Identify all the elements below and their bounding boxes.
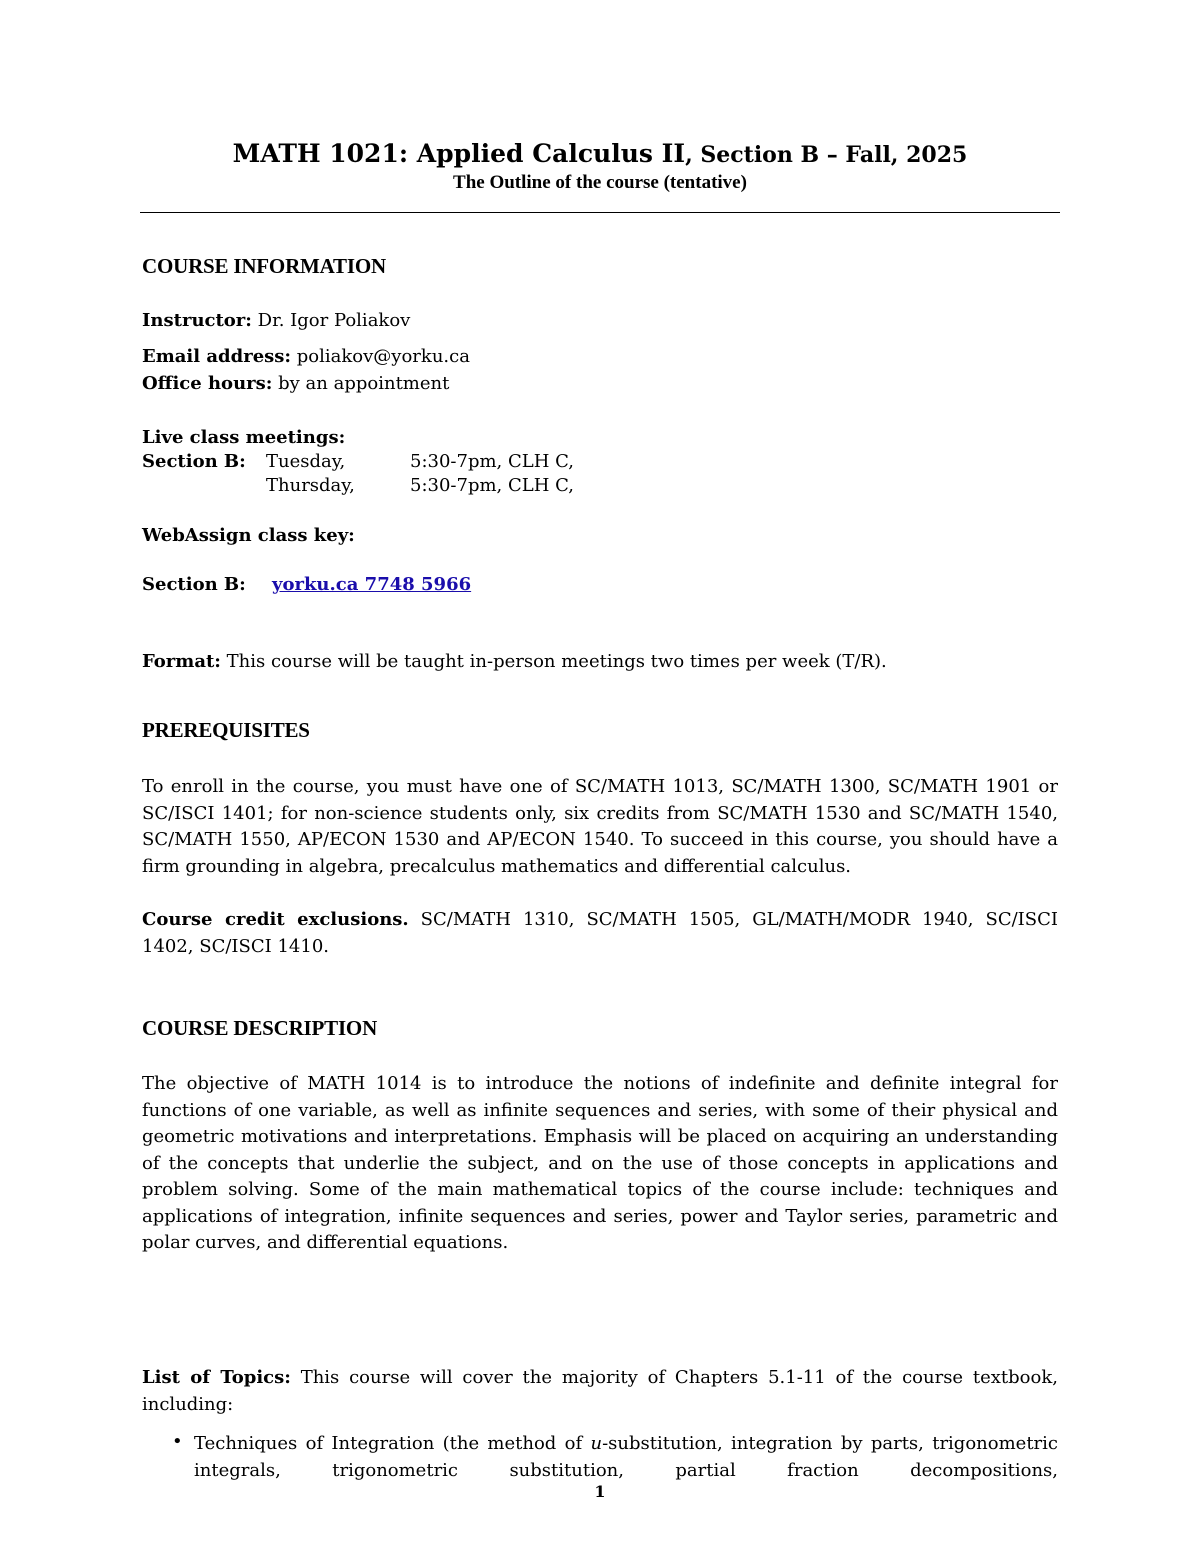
topic-item: Techniques of Integration (the method of u-substitution, integration by parts, trigonometric integrals, trigonometric substitution, partial fraction decompositions, [194,1433,1058,1481]
webassign-class-key-link[interactable]: yorku.ca 7748 5966 [272,574,472,595]
instructor-value: Dr. Igor Poliakov [251,310,411,331]
email-line [142,346,470,367]
webassign-label: WebAssign class key: [142,525,355,546]
course-title: MATH 1021: Applied Calculus II [232,139,686,168]
instructor-label: Instructor: [142,310,252,331]
exclusions-label: Course credit exclusions. [142,909,409,930]
meetings-section-label: Section B: [142,451,246,472]
meeting-day: Thursday, [266,475,355,496]
office-hours-value: by an appointment [272,373,450,394]
variable-u: u [590,1433,603,1454]
live-meetings-label: Live class meetings: [142,427,346,448]
meeting-time: 5:30-7pm, CLH C, [410,451,574,472]
title-divider [140,212,1060,213]
webassign-section-label: Section B: [142,574,246,595]
office-hours-line [142,373,449,394]
document-subtitle: The Outline of the course (tentative) [453,172,747,193]
office-hours-label: Office hours: [142,373,273,394]
format-label: Format: [142,651,221,672]
email-label: Email address: [142,346,292,367]
page-number: 1 [594,1482,606,1501]
prerequisites-heading: PREREQUISITES [142,718,310,742]
bullet-icon: • [172,1431,183,1452]
course-description-paragraph: The objective of MATH 1014 is to introduce the notions of indefinite and definite integral for functions of one variable, as well as infinite sequences and series, with some of their physical and geometric motivations and interpretations. Emphasis will be placed on acquiring an understanding of the concepts that underlie the subject, and on the use of those concepts in applications and problem solving. Some of the main mathematical topics of the course include: techniques and applications of integration, infinite sequences and series, power and Taylor series, parametric and polar curves, and differential equations. [142,1073,1058,1253]
course-information-heading: COURSE INFORMATION [142,254,386,278]
meeting-time: 5:30-7pm, CLH C, [410,475,574,496]
topics-paragraph [142,1365,1058,1418]
prerequisites-paragraph: To enroll in the course, you must have one of SC/MATH 1013, SC/MATH 1300, SC/MATH 1901 or SC/ISCI 1401; for non-science students only, six credits from SC/MATH 1530 and SC/MATH 1540, SC/MATH 1550, AP/ECON 1530 and AP/ECON 1540. To succeed in this course, you should have a firm grounding in algebra, precalculus mathematics and differential calculus. [142,776,1058,877]
course-description-heading: COURSE DESCRIPTION [142,1016,378,1040]
email-value: poliakov@yorku.ca [291,346,470,367]
topics-label: List of Topics: [142,1367,291,1388]
section-term: , Section B – Fall, 2025 [685,142,968,168]
topics-intro: This course will cover the majority of Chapters 5.1-11 of the course textbook, including: [142,1367,1058,1415]
exclusions-value: SC/MATH 1310, SC/MATH 1505, GL/MATH/MODR 1940, SC/ISCI 1402, SC/ISCI 1410. [142,909,1058,957]
meeting-day: Tuesday, [266,451,346,472]
exclusions-paragraph [142,907,1058,960]
document-title [0,139,1200,168]
instructor-line [142,310,410,331]
format-value: This course will be taught in-person meetings two times per week (T/R). [220,651,887,672]
format-line [142,651,887,672]
